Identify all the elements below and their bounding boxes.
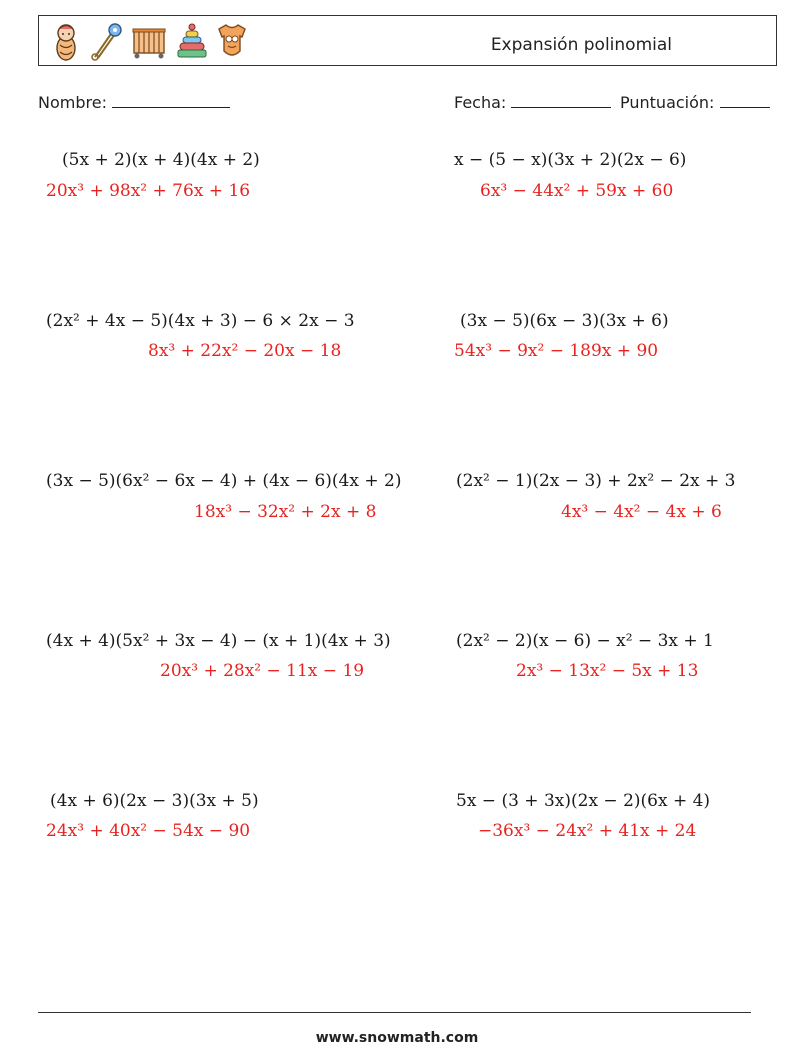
header-box — [38, 15, 777, 66]
problem-2-expression: x − (5 − x)(3x + 2)(2x − 6) — [454, 150, 687, 170]
problem-1-answer: 20x³ + 98x² + 76x + 16 — [46, 181, 251, 201]
problem-2-answer: 6x³ − 44x² + 59x + 60 — [480, 181, 674, 201]
stacking-rings-icon — [175, 21, 209, 61]
problem-10-expression: 5x − (3 + 3x)(2x − 2)(6x + 4) — [456, 791, 711, 811]
score-field — [620, 93, 770, 112]
problem-5-answer: 18x³ − 32x² + 2x + 8 — [194, 502, 377, 522]
score-label: Puntuación: — [620, 93, 715, 112]
problem-6-expression: (2x² − 1)(2x − 3) + 2x² − 2x + 3 — [456, 471, 736, 491]
problem-6-answer: 4x³ − 4x² − 4x + 6 — [561, 502, 722, 522]
problem-8-expression: (2x² − 2)(x − 6) − x² − 3x + 1 — [456, 631, 714, 651]
safety-pin-icon — [89, 21, 123, 61]
problem-7-answer: 20x³ + 28x² − 11x − 19 — [160, 661, 365, 681]
problem-5-expression: (3x − 5)(6x² − 6x − 4) + (4x − 6)(4x + 2) — [46, 471, 402, 491]
footer-divider — [38, 1012, 751, 1013]
problem-9-expression: (4x + 6)(2x − 3)(3x + 5) — [50, 791, 259, 811]
date-label: Fecha: — [454, 93, 507, 112]
header-icons — [49, 20, 249, 62]
problem-4-expression: (3x − 5)(6x − 3)(3x + 6) — [460, 311, 669, 331]
onesie-icon — [215, 21, 249, 61]
date-field — [454, 93, 611, 112]
problem-8-answer: 2x³ − 13x² − 5x + 13 — [516, 661, 699, 681]
problem-9-answer: 24x³ + 40x² − 54x − 90 — [46, 821, 251, 841]
name-line — [112, 93, 230, 108]
baby-icon — [49, 21, 83, 61]
problem-1-expression: (5x + 2)(x + 4)(4x + 2) — [62, 150, 260, 170]
problem-3-answer: 8x³ + 22x² − 20x − 18 — [148, 341, 342, 361]
problem-4-answer: 54x³ − 9x² − 189x + 90 — [454, 341, 659, 361]
worksheet-title: Expansión polinomial — [490, 35, 672, 55]
problem-3-expression: (2x² + 4x − 5)(4x + 3) − 6 × 2x − 3 — [46, 311, 355, 331]
name-label: Nombre: — [38, 93, 107, 112]
score-line — [720, 93, 770, 108]
date-line — [511, 93, 611, 108]
footer-url[interactable]: www.snowmath.com — [315, 1030, 479, 1046]
problem-7-expression: (4x + 4)(5x² + 3x − 4) − (x + 1)(4x + 3) — [46, 631, 391, 651]
problem-10-answer: −36x³ − 24x² + 41x + 24 — [478, 821, 697, 841]
name-field — [38, 93, 230, 112]
crib-icon — [129, 21, 169, 61]
